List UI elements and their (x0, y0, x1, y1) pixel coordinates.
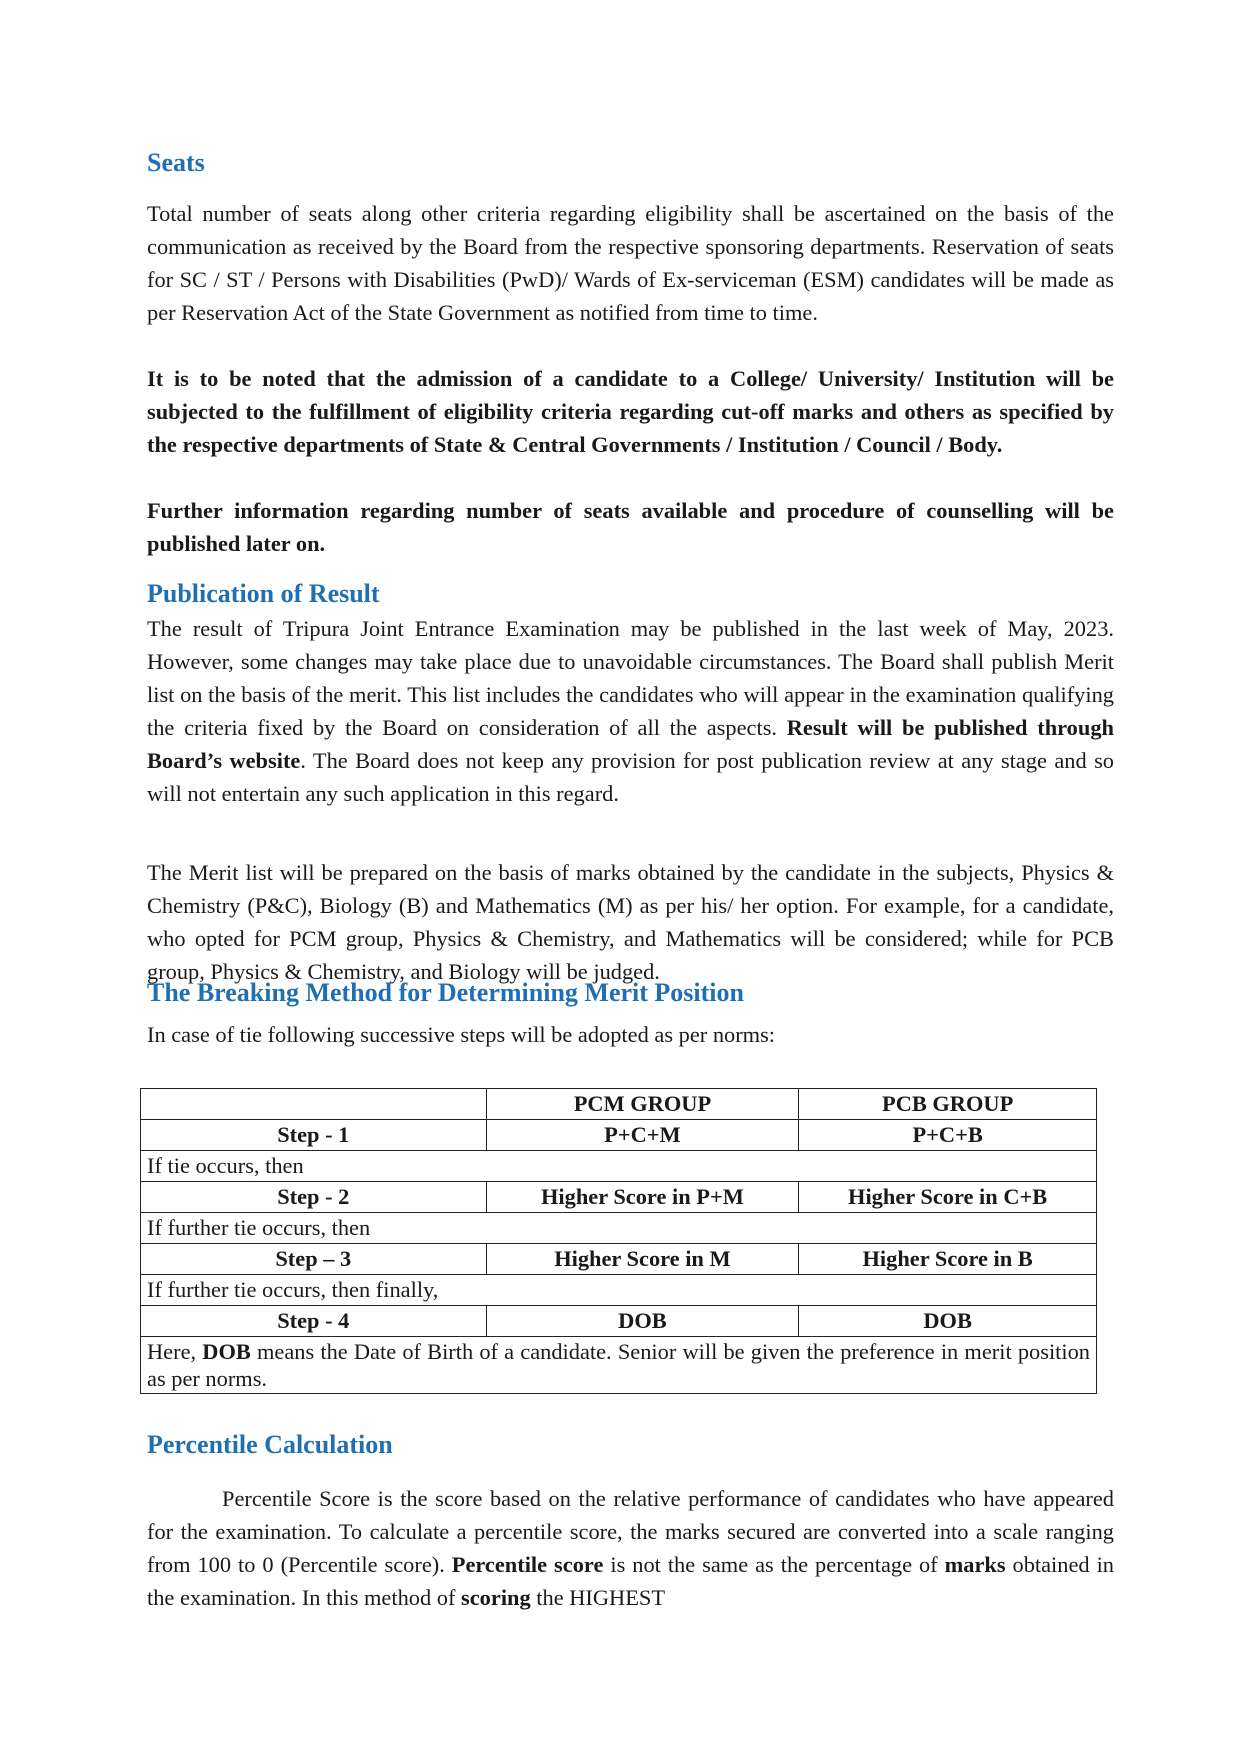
percentile-heading: Percentile Calculation (147, 1430, 393, 1459)
result-paragraph-2: The Merit list will be prepared on the basis of marks obtained by the candidate in the subjects, Physics & Chemistry (P&C), Biology (B) and Mathematics (M) as per his/ her option. For example, for a candidate, who opted for PCM group, Physics & Chemistry, and Mathematics will be considered; while for PCB group, Physics & Chemistry, and Biology will be judged. (147, 860, 1114, 984)
dob-note: Here, DOB means the Date of Birth of a candidate. Senior will be given the preference in merit position as per norms. (141, 1337, 1097, 1394)
tie-condition: If further tie occurs, then (141, 1213, 1097, 1244)
percentile-paragraph: Percentile Score is the score based on the relative performance of candidates who have appeared for the examination. To calculate a percentile score, the marks secured are converted into a scale ranging from 100 to 0 (Percentile score). Percentile score is not the same as the percentage of marks obtained in the examination. In this method of scoring the HIGHEST (147, 1486, 1114, 1610)
step-label: Step - 1 (141, 1120, 487, 1151)
table-footer-row (141, 1337, 1097, 1394)
step-pcb: Higher Score in B (799, 1244, 1097, 1275)
table-row (141, 1120, 1097, 1151)
tie-breaking-intro: In case of tie following successive steps will be adopted as per norms: (147, 1022, 776, 1047)
table-row (141, 1182, 1097, 1213)
step-pcm: DOB (486, 1306, 799, 1337)
step-pcb: Higher Score in C+B (799, 1182, 1097, 1213)
step-label: Step – 3 (141, 1244, 487, 1275)
dob-term: DOB (202, 1339, 251, 1364)
step-label: Step - 2 (141, 1182, 487, 1213)
header-pcb: PCB GROUP (799, 1089, 1097, 1120)
result-text: The result of Tripura Joint Entrance Examination may be published in the last week of May, 2023. However, some changes may take place due to unavoidable circumstances. The Board shall publish Merit list on the basis of the merit. This list includes the candidates who will appear in the examination qualifying the criteria fixed by the Board on consideration of all the aspects. (147, 616, 1114, 740)
result-paragraph-1 (147, 612, 1114, 810)
seats-heading: Seats (147, 148, 205, 177)
table-row (141, 1213, 1097, 1244)
table-row (141, 1306, 1097, 1337)
step-pcm: P+C+M (486, 1120, 799, 1151)
result-heading: Publication of Result (147, 579, 380, 608)
seats-further-info-note: Further information regarding number of seats available and procedure of counselling will be published later on. (147, 498, 1114, 556)
table-row (141, 1275, 1097, 1306)
result-website-note: Result will be published through Board’s website (147, 715, 1114, 773)
table-row (141, 1244, 1097, 1275)
tie-condition: If further tie occurs, then finally, (141, 1275, 1097, 1306)
table-header-row (141, 1089, 1097, 1120)
step-pcm: Higher Score in P+M (486, 1182, 799, 1213)
tie-condition: If tie occurs, then (141, 1151, 1097, 1182)
step-pcm: Higher Score in M (486, 1244, 799, 1275)
seats-eligibility-note: It is to be noted that the admission of a candidate to a College/ University/ Institution will be subjected to the fulfillment of eligibility criteria regarding cut-off marks and others as specified by the respective departments of State & Central Governments / Institution / Council / Body. (147, 366, 1114, 457)
tie-breaking-table (140, 1088, 1097, 1394)
tie-breaking-heading: The Breaking Method for Determining Merit Position (147, 978, 744, 1007)
step-pcb: P+C+B (799, 1120, 1097, 1151)
seats-paragraph: Total number of seats along other criteria regarding eligibility shall be ascertained on the basis of the communication as received by the Board from the respective sponsoring departments. Reservation of seats for SC / ST / Persons with Disabilities (PwD)/ Wards of Ex-serviceman (ESM) candidates will be made as per Reservation Act of the State Government as notified from time to time. (147, 201, 1114, 325)
table-row (141, 1151, 1097, 1182)
step-label: Step - 4 (141, 1306, 487, 1337)
header-pcm: PCM GROUP (486, 1089, 799, 1120)
result-text-tail: . The Board does not keep any provision for post publication review at any stage and so will not entertain any such application in this regard. (147, 748, 1114, 806)
step-pcb: DOB (799, 1306, 1097, 1337)
